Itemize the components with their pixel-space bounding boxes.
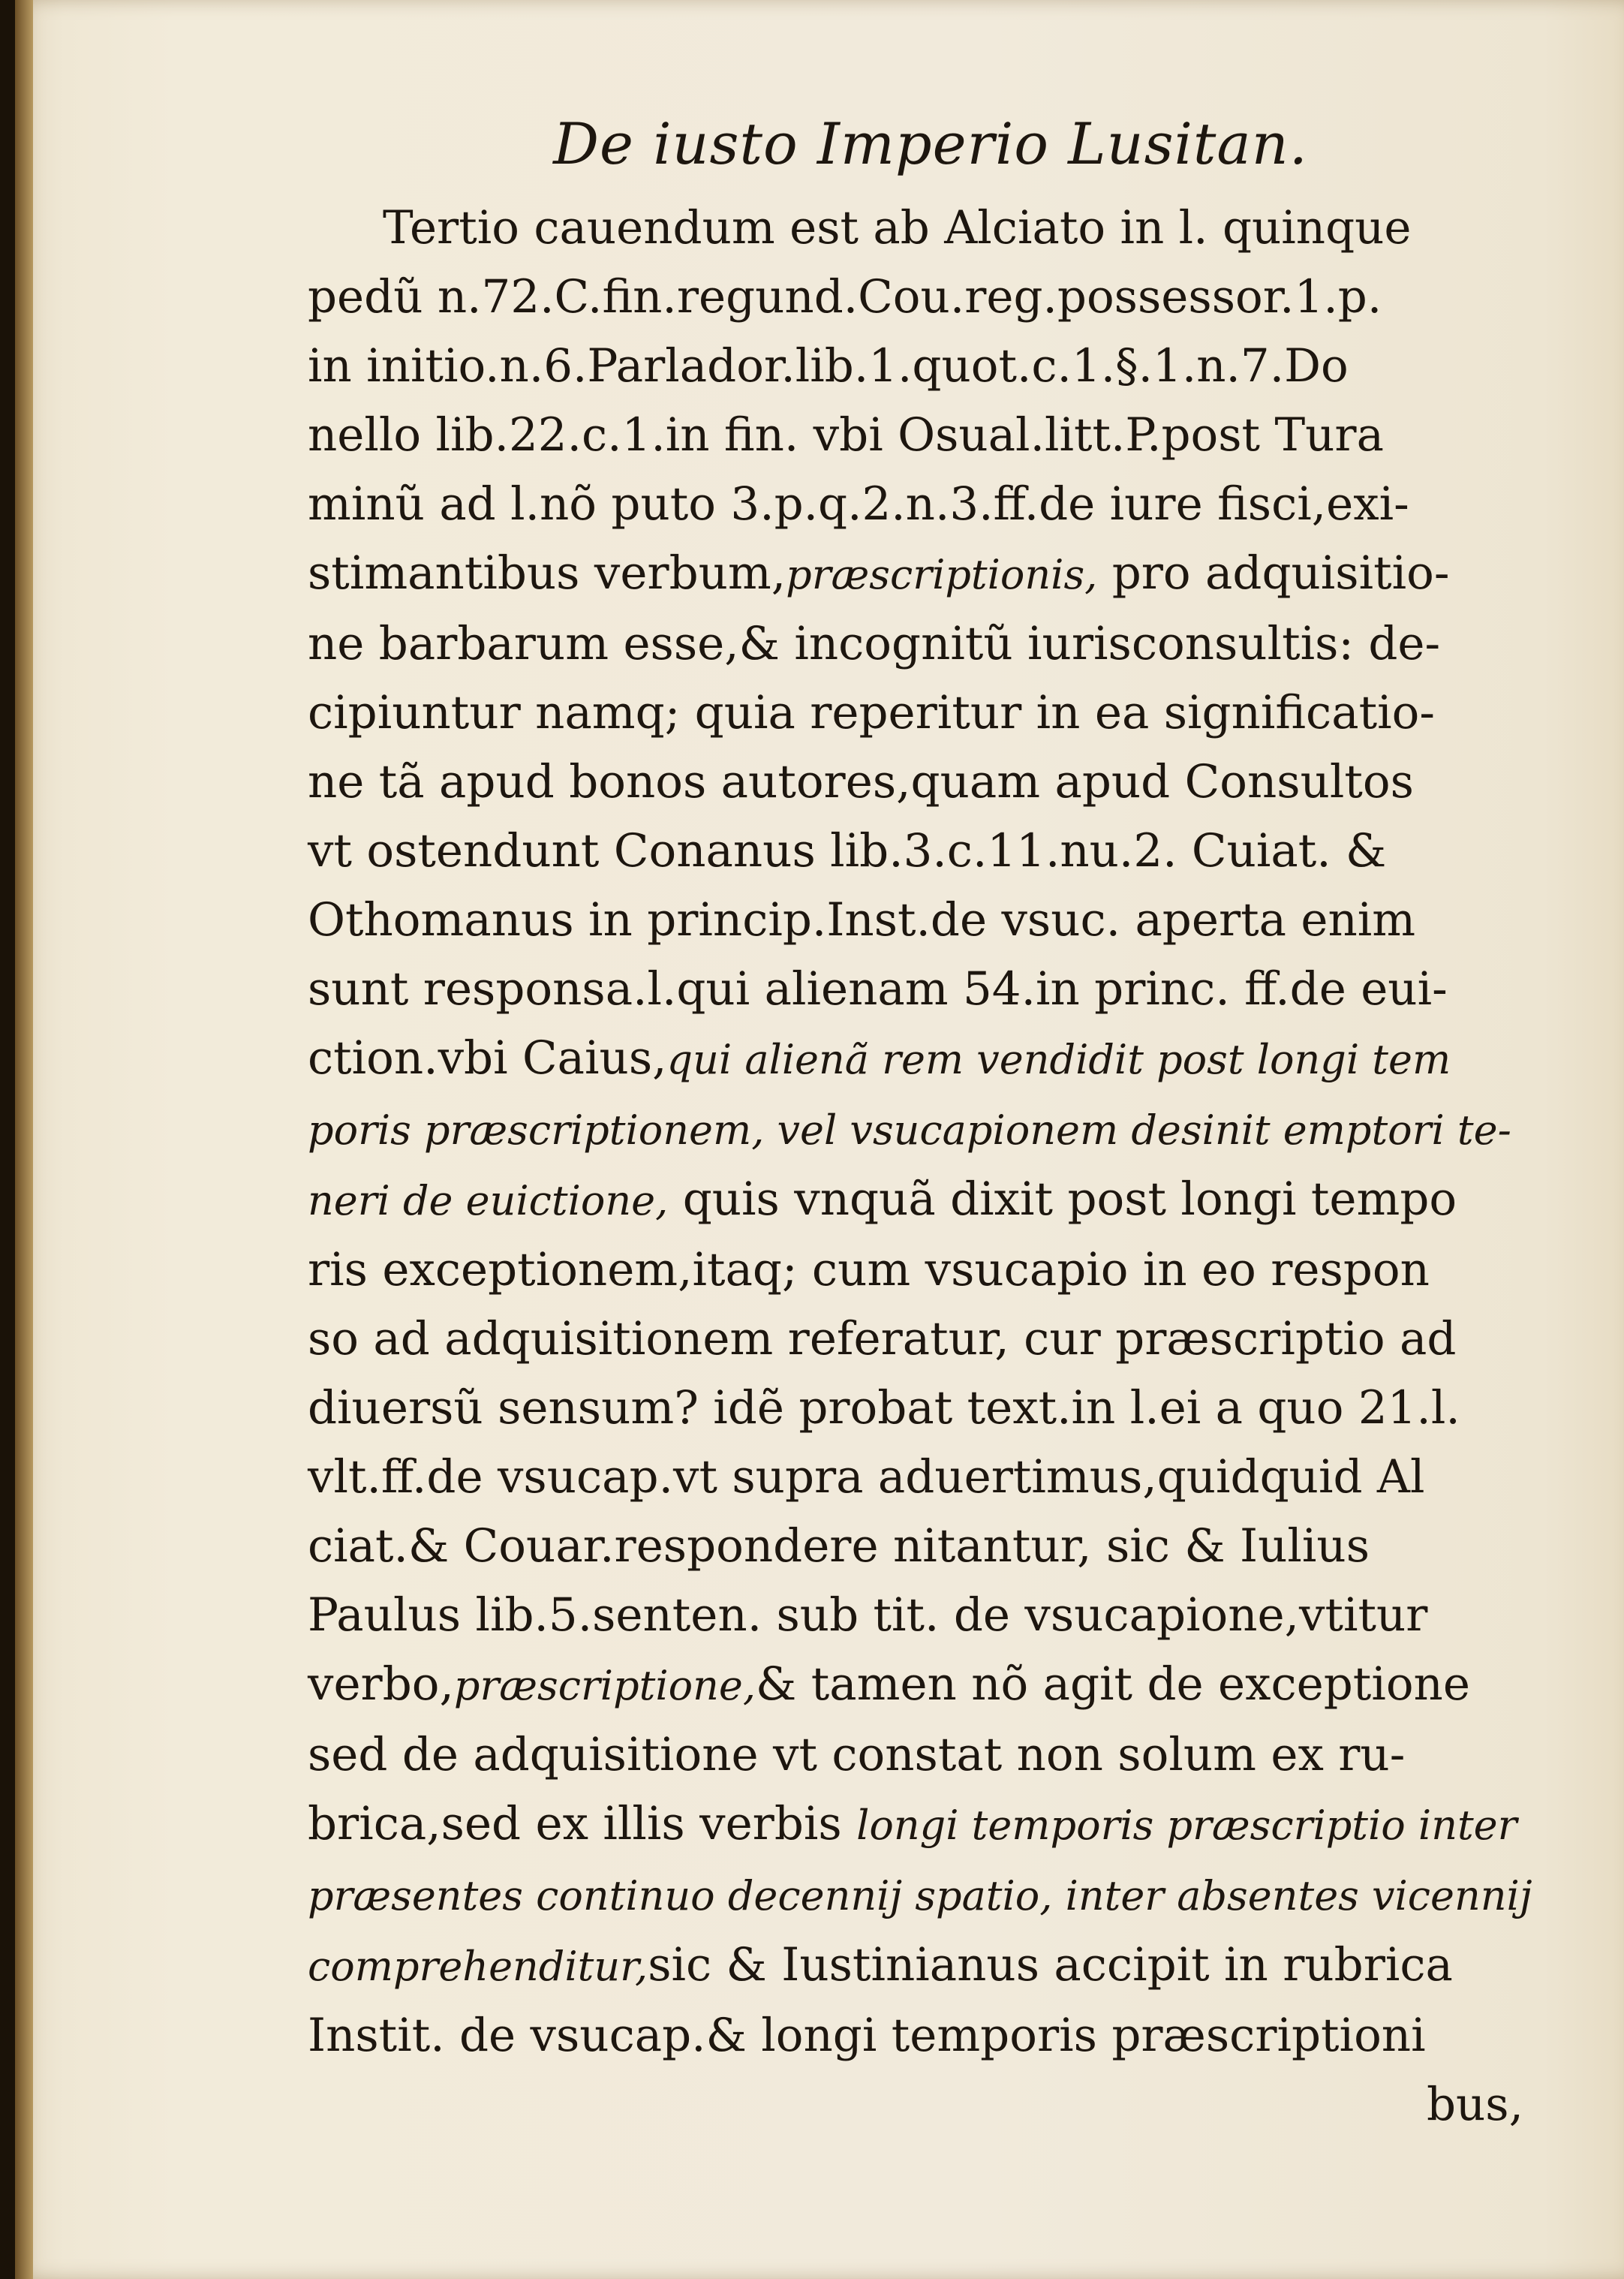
text-segment: in initio.n.6.Parlador.lib.1.quot.c.1.§.1.n.7.Do (308, 339, 1349, 393)
text-line (308, 679, 1523, 748)
text-line (308, 263, 1523, 332)
text-line (308, 1512, 1523, 1581)
text-line (308, 1721, 1523, 1790)
text-line (308, 748, 1523, 817)
text-segment: diuersũ sensum? idẽ probat text.in l.ei a quo 21.l. (308, 1381, 1460, 1435)
text-line (308, 401, 1523, 470)
text-segment: ciat.& Couar.respondere nitantur, sic & Iulius (308, 1519, 1370, 1573)
text-segment: pedũ n.72.C.fin.regund.Cou.reg.possessor.1.p. (308, 270, 1382, 324)
text-line (308, 1443, 1523, 1512)
text-line (308, 194, 1523, 263)
text-line (308, 1581, 1523, 1650)
text-segment: stimantibus verbum, (308, 546, 786, 600)
text-segment: ris exceptionem,itaq; cum vsucapio in eo respon (308, 1243, 1430, 1296)
text-segment: Othomanus in princip.Inst.de vsuc. aperta enim (308, 893, 1416, 947)
text-line (308, 2001, 1523, 2070)
italic-quotation: præscriptione, (453, 1662, 756, 1709)
catchword: bus, (1426, 2078, 1523, 2131)
italic-quotation: longi temporis præscriptio inter (856, 1802, 1517, 1849)
text-segment: nello lib.22.c.1.in fin. vbi Osual.litt.P.post Tura (308, 408, 1384, 462)
text-segment: so ad adquisitionem referatur, cur præscriptio ad (308, 1312, 1457, 1365)
text-line (308, 1650, 1523, 1721)
text-line (308, 539, 1523, 610)
italic-quotation: præscriptionis, (786, 551, 1098, 598)
italic-quotation: neri de euictione, (308, 1177, 669, 1224)
text-line (308, 1094, 1523, 1165)
text-line (308, 1024, 1523, 1094)
text-line (308, 817, 1523, 886)
text-segment: ction.vbi Caius, (308, 1031, 667, 1085)
paper-page (15, 0, 1624, 2279)
text-line (308, 1790, 1523, 1860)
text-line (308, 1305, 1523, 1374)
text-segment: sic & Iustinianus accipit in rubrica (648, 1938, 1453, 1991)
italic-quotation: poris præscriptionem, vel vsucapionem desinit emptori te- (308, 1106, 1511, 1154)
italic-quotation: comprehenditur, (308, 1943, 648, 1990)
text-segment: ne barbarum esse,& incognitũ iurisconsultis: de- (308, 617, 1441, 670)
running-head: De iusto Imperio Lusitan. (553, 110, 1308, 177)
text-segment: Tertio cauendum est ab Alciato in l. quinque (383, 201, 1412, 254)
text-segment: cipiuntur namq; quia reperitur in ea significatio- (308, 686, 1435, 739)
text-segment: Paulus lib.5.senten. sub tit. de vsucapione,vtitur (308, 1588, 1428, 1642)
text-line (308, 1931, 1523, 2001)
text-segment: brica,sed ex illis verbis (308, 1797, 857, 1850)
text-segment: Instit. de vsucap.& longi temporis præscriptioni (308, 2009, 1426, 2062)
text-segment: vlt.ff.de vsucap.vt supra aduertimus,quidquid Al (308, 1450, 1425, 1504)
text-line (308, 955, 1523, 1024)
text-line (308, 1860, 1532, 1931)
text-line (308, 1236, 1523, 1305)
text-segment: & tamen nõ agit de exceptione (756, 1657, 1470, 1711)
italic-quotation: præsentes continuo decennij spatio, inter absentes vicennij (308, 1872, 1532, 1919)
text-line (308, 1374, 1523, 1443)
text-segment: vt ostendunt Conanus lib.3.c.11.nu.2. Cuiat. & (308, 824, 1387, 878)
text-segment: minũ ad l.nõ puto 3.p.q.2.n.3.ff.de iure fisci,exi- (308, 477, 1409, 531)
text-segment: pro adquisitio- (1097, 546, 1450, 600)
italic-quotation: qui alienã rem vendidit post longi tem (666, 1036, 1451, 1083)
text-line (308, 1165, 1523, 1236)
text-segment: sunt responsa.l.qui alienam 54.in princ. ff.de eui- (308, 962, 1448, 1016)
text-segment: verbo, (308, 1657, 454, 1711)
text-line (308, 886, 1523, 955)
text-line (308, 610, 1523, 679)
text-segment: ne tã apud bonos autores,quam apud Consultos (308, 755, 1414, 808)
text-block (308, 105, 1532, 2139)
body-text (308, 194, 1532, 2070)
binding-gutter (15, 0, 33, 2279)
text-segment: sed de adquisitione vt constat non solum ex ru- (308, 1728, 1406, 1781)
text-line (308, 332, 1523, 401)
text-line (308, 470, 1523, 539)
text-segment: quis vnquã dixit post longi tempo (668, 1173, 1457, 1226)
